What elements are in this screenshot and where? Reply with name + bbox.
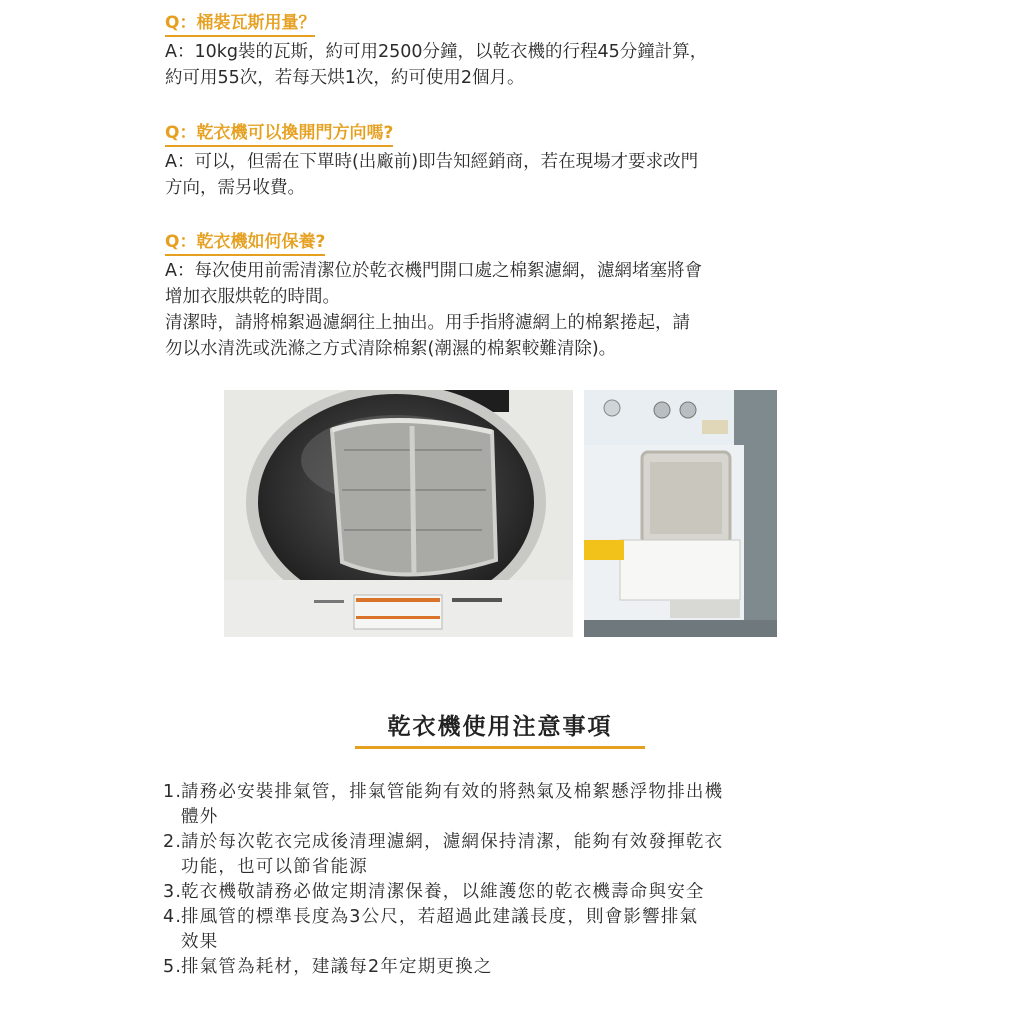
faq-question-door-direction: Q：乾衣機可以換開門方向嗎? bbox=[165, 122, 393, 147]
faq-answer-gas-usage bbox=[165, 39, 845, 91]
list-item-text bbox=[181, 780, 723, 830]
dryer-top-lint-filter-photo bbox=[584, 390, 777, 637]
answer-line: 約可用55次，若每天烘1次，約可使用2個月。 bbox=[165, 68, 525, 88]
faq-answer-door-direction bbox=[165, 149, 845, 201]
list-item-line: 請於每次乾衣完成後清理濾網，濾網保持清潔，能夠有效發揮乾衣 bbox=[181, 832, 724, 852]
list-item-line: 功能，也可以節省能源 bbox=[181, 857, 368, 877]
list-item-line: 效果 bbox=[181, 932, 219, 952]
title-underline bbox=[355, 746, 645, 749]
list-item-number: 1. bbox=[163, 782, 183, 802]
faq-question-maintenance: Q：乾衣機如何保養? bbox=[165, 231, 325, 256]
list-item-number: 3. bbox=[163, 882, 183, 902]
list-item-text bbox=[181, 955, 493, 980]
answer-line: 勿以水清洗或洗滌之方式清除棉絮(潮濕的棉絮較難清除)。 bbox=[165, 339, 617, 359]
list-item bbox=[163, 830, 853, 880]
list-item-text bbox=[181, 830, 723, 880]
list-item-text bbox=[181, 905, 698, 955]
answer-line: A：10kg裝的瓦斯，約可用2500分鐘，以乾衣機的行程45分鐘計算， bbox=[165, 42, 708, 62]
answer-line: 方向，需另收費。 bbox=[165, 178, 305, 198]
faq-answer-maintenance bbox=[165, 258, 845, 362]
usage-notes-list bbox=[163, 780, 853, 980]
list-item-number: 4. bbox=[163, 907, 183, 927]
answer-line: A：可以，但需在下單時(出廠前)即告知經銷商，若在現場才要求改門 bbox=[165, 152, 699, 172]
list-item bbox=[163, 955, 853, 980]
list-item-line: 體外 bbox=[181, 807, 219, 827]
list-item bbox=[163, 880, 853, 905]
faq-question-gas-usage: Q：桶裝瓦斯用量？ bbox=[165, 12, 315, 37]
answer-line: A：每次使用前需清潔位於乾衣機門開口處之棉絮濾網，濾網堵塞將會 bbox=[165, 261, 702, 281]
list-item-number: 5. bbox=[163, 957, 183, 977]
list-item bbox=[163, 905, 853, 955]
list-item bbox=[163, 780, 853, 830]
list-item-line: 排風管的標準長度為3公尺，若超過此建議長度，則會影響排氣 bbox=[181, 907, 699, 927]
answer-line: 清潔時，請將棉絮過濾網往上抽出。用手指將濾網上的棉絮捲起，請 bbox=[165, 313, 690, 333]
list-item-text bbox=[181, 880, 705, 905]
list-item-line: 請務必安裝排氣管，排氣管能夠有效的將熱氣及棉絮懸浮物排出機 bbox=[181, 782, 724, 802]
dryer-drum-lint-filter-photo bbox=[224, 390, 573, 637]
list-item-line: 乾衣機敬請務必做定期清潔保養，以維護您的乾衣機壽命與安全 bbox=[181, 882, 705, 902]
section-title: 乾衣機使用注意事項 bbox=[387, 714, 613, 740]
list-item-number: 2. bbox=[163, 832, 183, 852]
answer-line: 增加衣服烘乾的時間。 bbox=[165, 287, 340, 307]
list-item-line: 排氣管為耗材，建議每2年定期更換之 bbox=[181, 957, 493, 977]
